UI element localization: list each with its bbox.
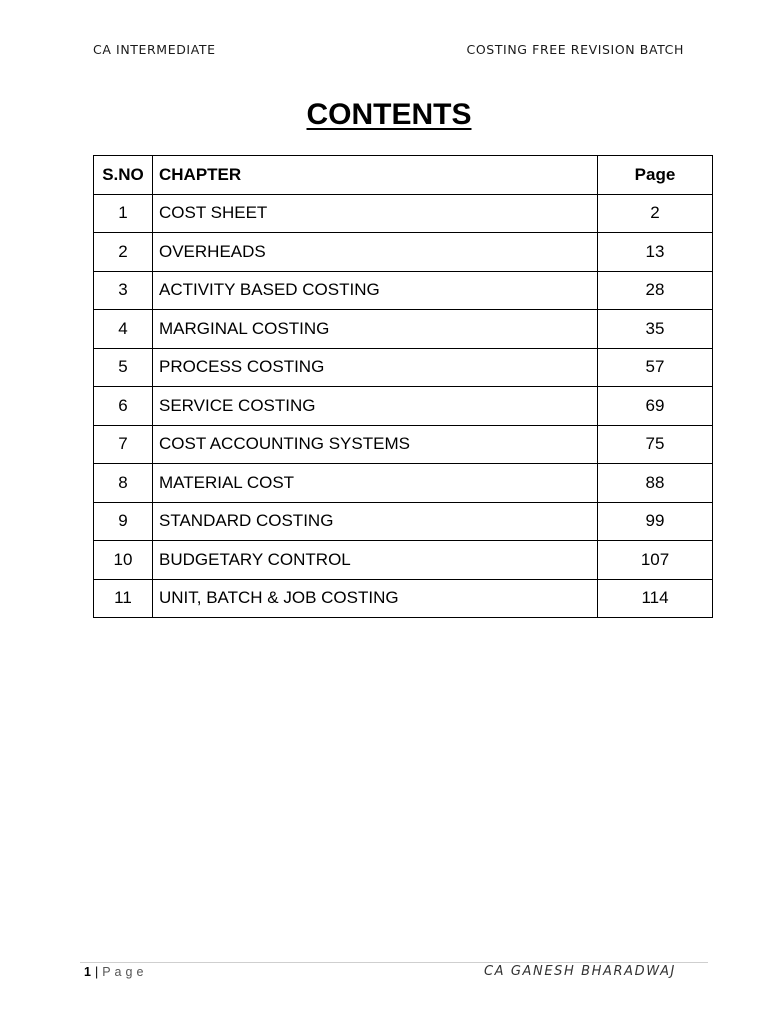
footer-page-label: Page bbox=[102, 965, 148, 979]
row-chapter: STANDARD COSTING bbox=[153, 502, 598, 541]
row-chapter: SERVICE COSTING bbox=[153, 387, 598, 426]
table-row bbox=[94, 233, 713, 272]
column-header-page: Page bbox=[598, 156, 713, 195]
row-sno: 7 bbox=[94, 425, 153, 464]
table-row bbox=[94, 194, 713, 233]
row-page: 69 bbox=[598, 387, 713, 426]
row-sno: 4 bbox=[94, 310, 153, 349]
row-page: 88 bbox=[598, 464, 713, 503]
row-sno: 1 bbox=[94, 194, 153, 233]
row-page: 99 bbox=[598, 502, 713, 541]
row-sno: 3 bbox=[94, 271, 153, 310]
row-page: 13 bbox=[598, 233, 713, 272]
row-sno: 5 bbox=[94, 348, 153, 387]
column-header-sno: S.NO bbox=[94, 156, 153, 195]
column-header-chapter: CHAPTER bbox=[153, 156, 598, 195]
page-title: CONTENTS bbox=[306, 98, 472, 131]
contents-table bbox=[93, 155, 713, 618]
row-chapter: OVERHEADS bbox=[153, 233, 598, 272]
row-page: 28 bbox=[598, 271, 713, 310]
row-chapter: ACTIVITY BASED COSTING bbox=[153, 271, 598, 310]
row-page: 107 bbox=[598, 541, 713, 580]
row-sno: 6 bbox=[94, 387, 153, 426]
row-chapter: COST SHEET bbox=[153, 194, 598, 233]
row-page: 2 bbox=[598, 194, 713, 233]
footer-divider bbox=[80, 962, 708, 963]
row-chapter: MATERIAL COST bbox=[153, 464, 598, 503]
header-left-text: CA INTERMEDIATE bbox=[93, 42, 216, 57]
table-row bbox=[94, 348, 713, 387]
row-sno: 2 bbox=[94, 233, 153, 272]
row-chapter: PROCESS COSTING bbox=[153, 348, 598, 387]
footer-author: CA GANESH BHARADWAJ bbox=[483, 964, 676, 979]
row-chapter: COST ACCOUNTING SYSTEMS bbox=[153, 425, 598, 464]
footer-separator: | bbox=[94, 965, 99, 979]
row-page: 35 bbox=[598, 310, 713, 349]
row-page: 57 bbox=[598, 348, 713, 387]
footer-page-indicator bbox=[84, 965, 147, 979]
row-chapter: BUDGETARY CONTROL bbox=[153, 541, 598, 580]
table-row bbox=[94, 464, 713, 503]
row-sno: 8 bbox=[94, 464, 153, 503]
footer-page-number: 1 bbox=[84, 965, 91, 979]
table-row bbox=[94, 425, 713, 464]
table-row bbox=[94, 541, 713, 580]
header-right-text: COSTING FREE REVISION BATCH bbox=[466, 42, 684, 57]
table-row bbox=[94, 502, 713, 541]
row-page: 114 bbox=[598, 579, 713, 618]
table-row bbox=[94, 310, 713, 349]
row-sno: 10 bbox=[94, 541, 153, 580]
row-sno: 9 bbox=[94, 502, 153, 541]
table-row bbox=[94, 271, 713, 310]
row-chapter: MARGINAL COSTING bbox=[153, 310, 598, 349]
row-chapter: UNIT, BATCH & JOB COSTING bbox=[153, 579, 598, 618]
row-page: 75 bbox=[598, 425, 713, 464]
table-row bbox=[94, 387, 713, 426]
table-row bbox=[94, 579, 713, 618]
row-sno: 11 bbox=[94, 579, 153, 618]
table-header-row bbox=[94, 156, 713, 195]
table-body bbox=[94, 194, 713, 618]
